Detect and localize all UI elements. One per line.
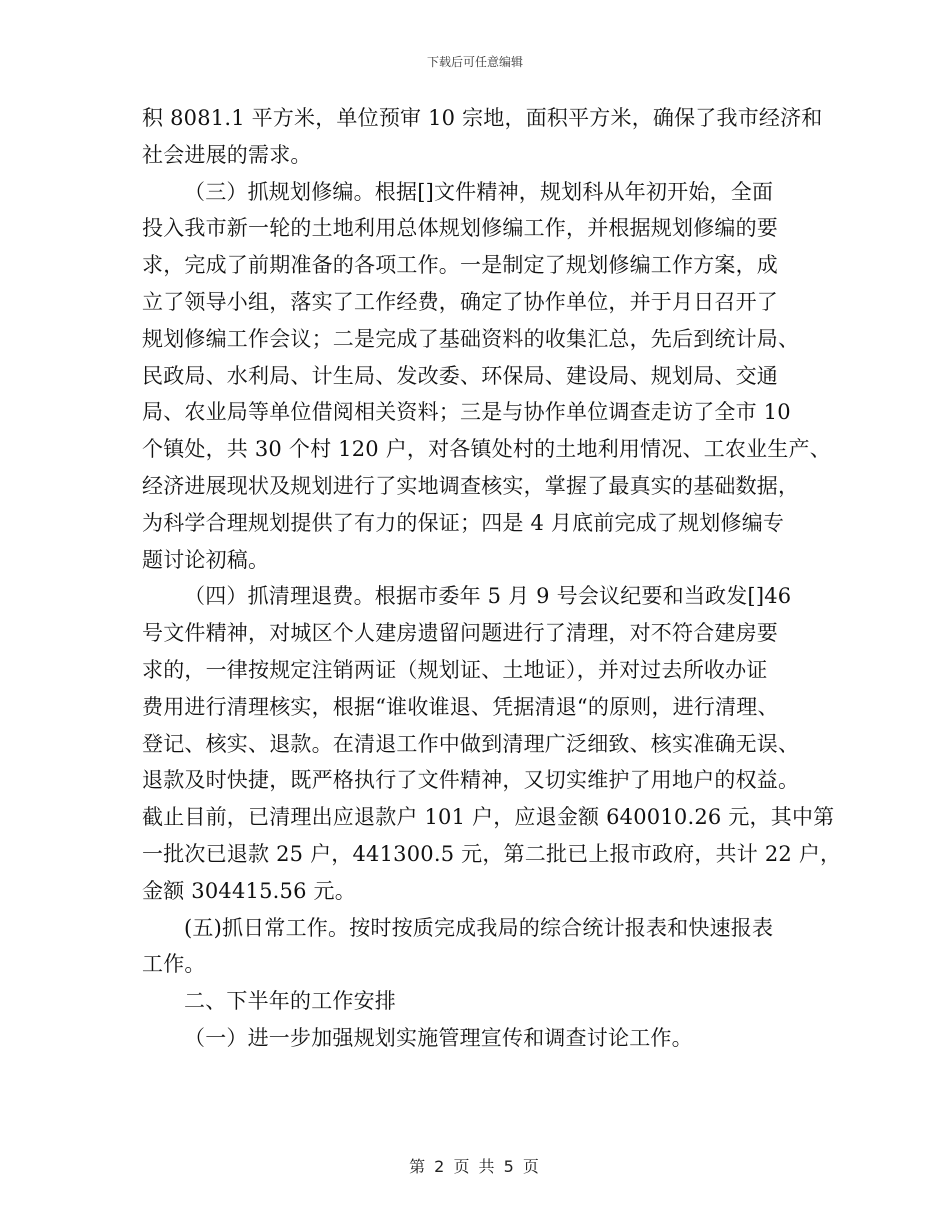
text-line: 积 8081.1 平方米，单位预审 10 宗地，面积平方米，确保了我市经济和 xyxy=(142,106,823,130)
text-line: 社会进展的需求。 xyxy=(142,142,312,167)
text-line: 退款及时快捷，既严格执行了文件精神，又切实维护了用地户的权益。 xyxy=(142,768,800,793)
text-line: (五)抓日常工作。按时按质完成我局的综合统计报表和快速报表 xyxy=(184,915,774,940)
text-line: 截止目前，已清理出应退款户 101 户，应退金额 640010.26 元，其中第 xyxy=(142,805,835,830)
text-line: 个镇处，共 30 个村 120 户，对各镇处村的土地利用情况、工农业生产、 xyxy=(142,437,831,462)
subsection-heading: （一）进一步加强规划实施管理宣传和调查讨论工作。 xyxy=(184,1025,693,1050)
text-line: （三）抓规划修编。根据[]文件精神，规划科从年初开始，全面 xyxy=(184,179,774,204)
text-line: 号文件精神，对城区个人建房遗留问题进行了清理，对不符合建房要 xyxy=(142,621,778,646)
section-heading: 二、下半年的工作安排 xyxy=(184,989,396,1014)
text-line: 登记、核实、退款。在清退工作中做到清理广泛细致、核实准确无误、 xyxy=(142,731,800,756)
text-line: 一批次已退款 25 户，441300.5 元，第二批已上报市政府，共计 22 户， xyxy=(142,841,842,866)
text-line: 投入我市新一轮的土地利用总体规划修编工作，并根据规划修编的要 xyxy=(142,216,778,241)
text-line: （四）抓清理退费。根据市委年 5 月 9 号会议纪要和当政发[]46 xyxy=(184,584,792,609)
text-line: 费用进行清理核实，根据“谁收谁退、凭据清退“的原则，进行清理、 xyxy=(142,694,779,719)
text-line: 求的，一律按规定注销两证（规划证、土地证），并对过去所收办证 xyxy=(142,657,768,682)
text-line: 局、农业局等单位借阅相关资料；三是与协作单位调查走访了全市 10 xyxy=(142,400,791,425)
page-header: 下载后可任意编辑 xyxy=(426,55,523,69)
text-line: 金额 304415.56 元。 xyxy=(142,878,356,903)
text-line: 题讨论初稿。 xyxy=(142,547,270,572)
text-line: 工作。 xyxy=(142,952,206,977)
text-line: 规划修编工作会议；二是完成了基础资料的收集汇总，先后到统计局、 xyxy=(142,326,800,351)
document-body xyxy=(142,100,842,1057)
text-line: 民政局、水利局、计生局、发改委、环保局、建设局、规划局、交通 xyxy=(142,363,778,388)
text-line: 为科学合理规划提供了有力的保证；四是 4 月底前完成了规划修编专 xyxy=(142,510,785,535)
text-line: 立了领导小组，落实了工作经费，确定了协作单位，并于月日召开了 xyxy=(142,289,778,314)
text-line: 求，完成了前期准备的各项工作。一是制定了规划修编工作方案，成 xyxy=(142,253,778,278)
text-line: 经济进展现状及规划进行了实地调查核实，掌握了最真实的基础数据， xyxy=(142,473,800,498)
page-number: 第 2 页 共 5 页 xyxy=(409,1157,541,1176)
